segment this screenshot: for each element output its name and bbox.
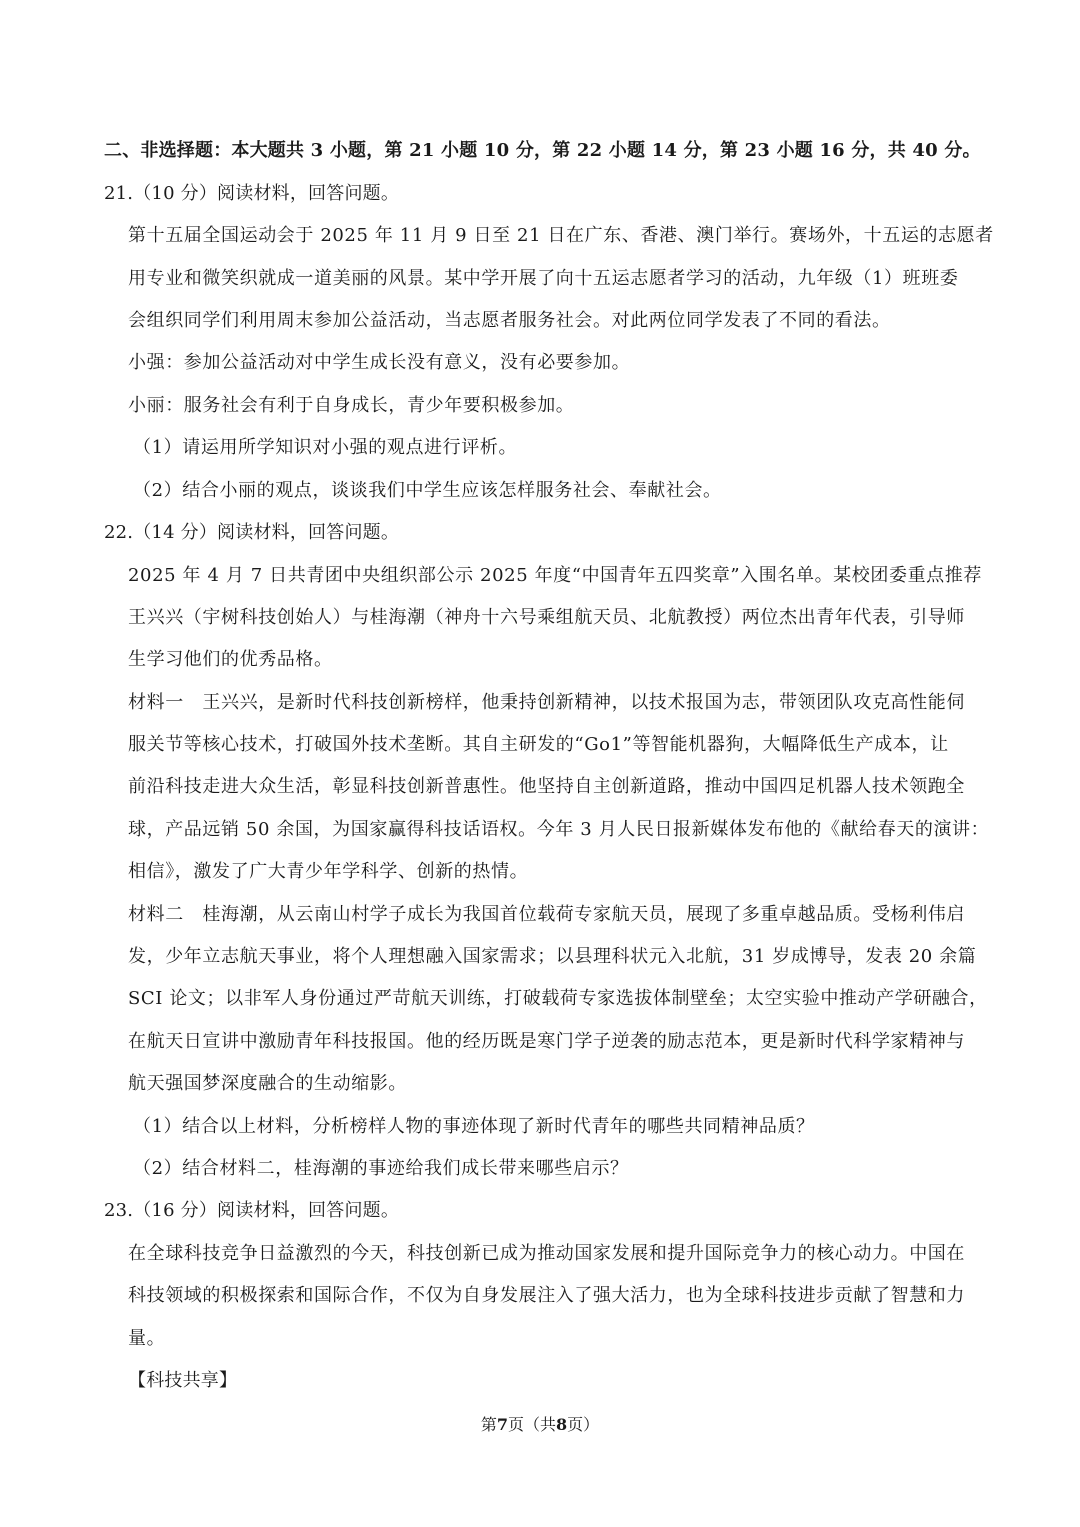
q21-xiaoqiang-view: 小强：参加公益活动对中学生成长没有意义，没有必要参加。 (128, 352, 631, 373)
q22-intro-line: 王兴兴（宇树科技创始人）与桂海潮（神舟十六号乘组航天员、北航教授）两位杰出青年代表，引导师 (128, 607, 965, 628)
q22-material2-line: 在航天日宣讲中激励青年科技报国。他的经历既是寒门学子逆袭的励志范本，更是新时代科学家精神与 (128, 1031, 965, 1052)
page-footer (0, 1414, 1080, 1436)
q23-subheading: 【科技共享】 (128, 1370, 238, 1391)
q22-header: 22.（14 分）阅读材料，回答问题。 (104, 522, 400, 543)
q22-material2-line: 发，少年立志航天事业，将个人理想融入国家需求；以县理科状元入北航，31 岁成博导，发表 20 余篇 (128, 946, 977, 967)
q23-header: 23.（16 分）阅读材料，回答问题。 (104, 1200, 400, 1221)
q21-subquestion-2: （2）结合小丽的观点，谈谈我们中学生应该怎样服务社会、奉献社会。 (133, 480, 722, 501)
q22-material2-line: 材料二 桂海潮，从云南山村学子成长为我国首位载荷专家航天员，展现了多重卓越品质。受杨利伟启 (128, 904, 965, 925)
q22-material2-line: SCI 论文；以非军人身份通过严苛航天训练，打破载荷专家选拔体制壁垒；太空实验中推动产学研融合， (128, 988, 988, 1009)
q21-material-line: 第十五届全国运动会于 2025 年 11 月 9 日至 21 日在广东、香港、澳门举行。赛场外，十五运的志愿者 (128, 225, 994, 246)
q22-subquestion-2: （2）结合材料二，桂海潮的事迹给我们成长带来哪些启示？ (133, 1158, 629, 1179)
q22-material1-line: 前沿科技走进大众生活，彰显科技创新普惠性。他坚持自主创新道路，推动中国四足机器人技术领跑全 (128, 776, 965, 797)
footer-prefix: 第 (480, 1415, 497, 1434)
q22-material1-line: 球，产品远销 50 余国，为国家赢得科技话语权。今年 3 月人民日报新媒体发布他的《献给春天的演讲： (128, 819, 990, 840)
q21-header: 21.（10 分）阅读材料，回答问题。 (104, 183, 400, 204)
q22-material1-line: 相信》，激发了广大青少年学科学、创新的热情。 (128, 861, 529, 882)
q21-material-line: 会组织同学们利用周末参加公益活动，当志愿者服务社会。对此两位同学发表了不同的看法。 (128, 310, 891, 331)
q22-subquestion-1: （1）结合以上材料，分析榜样人物的事迹体现了新时代青年的哪些共同精神品质？ (133, 1116, 815, 1137)
footer-middle: 页（共 (507, 1415, 556, 1434)
q23-intro-line: 量。 (128, 1328, 166, 1349)
q22-material1-line: 服关节等核心技术，打破国外技术垄断。其自主研发的“Go1”等智能机器狗，大幅降低生产成本，让 (128, 734, 949, 755)
q22-material2-line: 航天强国梦深度融合的生动缩影。 (128, 1073, 407, 1094)
q21-xiaoli-view: 小丽：服务社会有利于自身成长，青少年要积极参加。 (128, 395, 575, 416)
q21-subquestion-1: （1）请运用所学知识对小强的观点进行评析。 (133, 437, 518, 458)
section-heading: 二、非选择题：本大题共 3 小题，第 21 小题 10 分，第 22 小题 14 分，第 23 小题 16 分，共 40 分。 (104, 140, 981, 161)
footer-current-page: 7 (496, 1415, 508, 1434)
q22-intro-line: 生学习他们的优秀品格。 (128, 649, 333, 670)
q21-material-line: 用专业和微笑织就成一道美丽的风景。某中学开展了向十五运志愿者学习的活动，九年级（1）班班委 (128, 268, 959, 289)
footer-total-pages: 8 (556, 1415, 568, 1434)
q23-intro-line: 科技领域的积极探索和国际合作，不仅为自身发展注入了强大活力，也为全球科技进步贡献了智慧和力 (128, 1285, 965, 1306)
q22-material1-line: 材料一 王兴兴，是新时代科技创新榜样，他秉持创新精神，以技术报国为志，带领团队攻克高性能伺 (128, 692, 965, 713)
footer-suffix: 页） (567, 1415, 600, 1434)
q23-intro-line: 在全球科技竞争日益激烈的今天，科技创新已成为推动国家发展和提升国际竞争力的核心动力。中国在 (128, 1243, 965, 1264)
q22-intro-line: 2025 年 4 月 7 日共青团中央组织部公示 2025 年度“中国青年五四奖章”入围名单。某校团委重点推荐 (128, 565, 982, 586)
